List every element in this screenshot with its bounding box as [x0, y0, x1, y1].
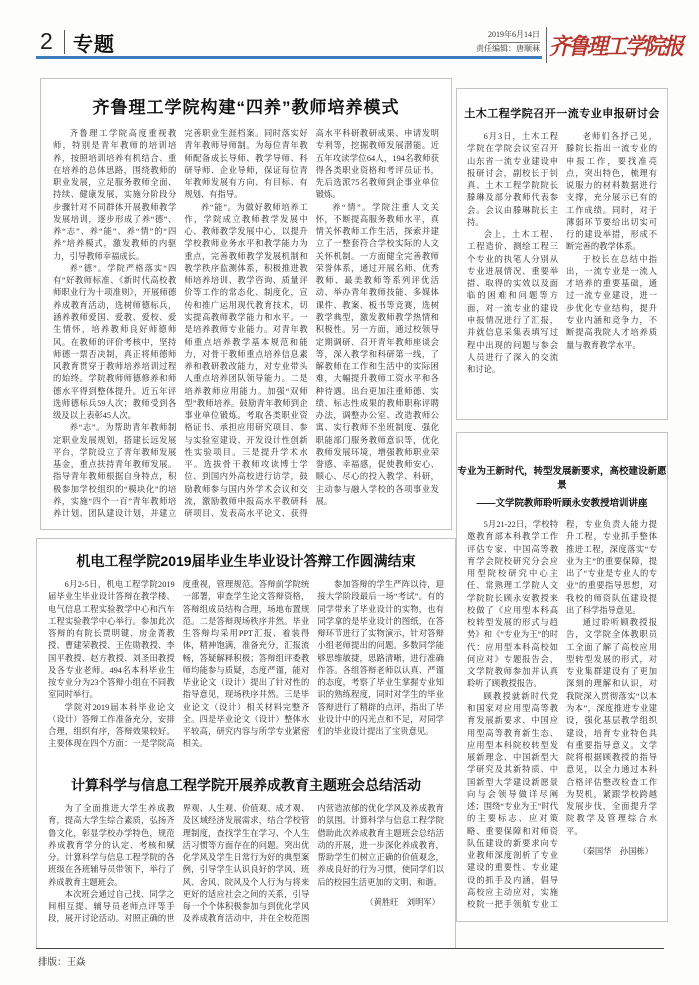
newspaper-masthead: 齐鲁理工学院报 — [549, 33, 682, 60]
article-siyang — [40, 78, 452, 530]
article-paragraph: 本次班会通过自己找、同学之间相互提、辅导员老师点评等手段，展开讨论活动。对照正确的世界观、人生观、价值观、成才观、及区域经济发展需求，结合学校管理制度，查找学生在学习、个人生活习惯等方面存在的问题。突出优化学风及学生日常行为好的典型案例，引导学生认识良好的学风、班风、舍风、院风及个人行为与将来更好的适应社会之间的关系，引导每一个个体积极参加与到优化学风及养成教育活动中，并在全校范围内营造浓郁的优化学风及养成教育的氛围。计算科学与信息工程学院借助此次养成教育主题班会总结活动的开展，进一步深化养成教育，帮助学生们树立正确的价值观念，养成良好的行为习惯，使同学们以后的校园生活更加的文明、和谐。 — [48, 804, 444, 924]
article-paragraph: 为了全面推进大学生养成教育，提高大学生综合素质，弘扬齐鲁文化，彰显学校办学特色，规范养成教育学分的认定、考核和赋分。计算科学与信息工程学院的各班级在各班辅导员带领下，举行了养成教育主题班会。 — [48, 804, 175, 887]
article-paragraph: 齐鲁理工学院高度重视教师，特别是青年教师的培训培养，按照培训培养有机结合、重在培养的总体思路，围绕教师的职业发展，立足服务教师全面、持续、健康发展，实施分阶段分步骤针对不同群体开展教师教学发展培训，逐步形成了养“德”、养“志”、养“能”、养“情”的“四养”培养模式，激发教师的内驱力，引导教师幸福成长。 — [53, 129, 177, 261]
article-paragraph: 养“能”。为做好教师培养工作，学院成立教师教学发展中心、教师教学发展中心，以提升学校教师业务水平和教学能力为重点，完善教师教学发展机制和教学秩序监测体系，积极推进教师培养培训、教学咨询、质量评价等工作的常态化、制度化，宣传和推广运用现代教育技术，切实提高教师教学能力和水平。一是培养教师专业能力。对青年教师重点培养教学基本规范和能力，对骨干教师重点培养信息素养和教研教改能力，对专业带头人重点培养团队领导能力。二是培养教师应用能力。加强“双师型”教师培养。鼓励青年教师到企事业单位锻炼。考取各类职业资格证书、承担应用研究项目、参与实验室建设、开发设计性创新性实验项目。三是提升学术水平。选拔骨干教师攻读博士学位、到国内外高校进行访学，鼓励教师参与国内外学术会议和交流，激励教师申报高水平教研科研项目、发表高水平论文、获得高水平科研教研成果、申请发明专利等，挖掘教师发展潜能。近五年攻读学位64人，194名教师获得各类职业资格和考评员证书，先后选派75名教师到企事业单位锻炼。 — [184, 129, 439, 519]
footer-rule — [36, 948, 664, 949]
masthead-divider — [546, 27, 547, 63]
article-tumu-body — [467, 131, 657, 383]
article-paragraph: 通过聆听顾教授报告，文学院全体教职员工全面了解了高校应用型转型发展的形式，对专业集群建设有了更加深刻的理解和认识，对我院深入贯彻落实“以本为本”，深度推进专业建设，强化基层教学组织建设，培育专业特色具有重要指导意义。文学院将根据顾教授的指导意见，以全力通过本科合格评估整改检查工作为契机，紧跟学校跨越发展步伐，全面提升学院教学及管理综合水平。 — [566, 618, 657, 836]
article-paragraph: 顾教授就新时代党和国家对应用型高等教育发展新要求、中国应用型高等教育新生态、应用型本科院校转型发展新理念、中国新型大学研究及其新特质、中国新型大学建设新愿景向与会领导做详尽阐述；围绕“专业为王”时代的主要标志、应对策略、重要保障和对师资队伍建设的新要求向专业教师深度剖析了专业建设的重要性、专业建设的抓手及内涵，倡导高校应主动应对，实施校院一把手领航专业工程，专业负责人能力提升工程，专业抓手整体推进工程，深度落实“专业为主”的重要保障，提出了“专业是专业人的专业”的重要指导思想，对我校的师资队伍建设提出了科学指导意见。 — [467, 520, 657, 910]
article-siyang-title: 齐鲁理工学院构建“四养”教师培养模式 — [92, 98, 400, 117]
article-paragraph: 养“德”。学院严格落实“四有”好教师标准、《新时代高校教师职业行为十项准则》，开展师德养成教育活动，选树师德标兵，涵养教师爱国、爱教、爱校、爱生情怀，培养教师良好师德师风。在教师的评价考核中，坚持师德一票否决制，真正将师德师风教育贯穿于教师培养培训过程的始终。学院教师师德修养和师德水平得到整体提升。近五年评选师德标兵59人次；教师受到各级及以上表彰45人次。 — [53, 263, 177, 421]
article-siyang-body — [53, 128, 439, 526]
typesetter-credit: 排版：王焱 — [38, 958, 86, 968]
article-paragraph: 5月21-22日，学校特邀教育部本科教学工作评估专家、中国高等教育学会院校研究分会应用型院校研究中心主任、常熟理工学院人文学院院长顾永安教授来校做了《应用型本科高校转型发展的形式与趋势》和《“专业为王”的时代：应用型本科高校如何应对》专题报告会，文学院教师参加并认真聆听了顾教授报告。 — [467, 520, 558, 689]
article-tumu-title: 土木工程学院召开一流专业申报研讨会 — [464, 108, 660, 120]
article-signature: （秦国华 孙国栋） — [578, 846, 653, 856]
article-paragraph: 养“志”。为帮助青年教师制定职业发展规划，搭建长远发展平台，学院设立了青年教师发展基金，重点扶持青年教师发展。指导青年教师根据自身特点，积极参加学校组织的“模块化”的培养，实施“四个一百”青年教师培养计划、团队建设计划，并建立完善职业生涯档案。同时落实好青年教师导师制。为每位青年教师配备成长导师、教学导师、科研导师、企业导师，保证每位青年教师发展有方向、有目标、有规划、有指导。 — [53, 129, 308, 519]
section-title: 专题 — [73, 34, 115, 56]
article-jisuan-body — [48, 803, 444, 935]
editor-credit: 责任编辑：唐顺菻 — [476, 44, 540, 53]
header-blue-rule — [36, 56, 542, 59]
article-jidian-body — [48, 579, 444, 751]
article-wenxueyuan-title-line1: 专业为王新时代，转型发展新要求，高校建设新愿景 — [457, 466, 667, 491]
article-wenxueyuan-title-line2: ——文学院教师聆听顾永安教授培训讲座 — [476, 498, 648, 509]
article-paragraph: 养“情”。学院注重人文关怀，不断提高服务教师水平，真情关怀教师工作生活，探索并建立了一整套符合学校实际的人文关怀机制。一方面健全完善教师荣誉体系，通过开展名师、优秀教师、最美教师等系列评优活动、举办青年教师技能、多媒体课件、教案、板书等竞赛，选树教学典型，激发教师教学热情和积极性。另一方面，通过校领导定期调研、召开青年教师座谈会等，深入教学和科研第一线，了解教师在工作和生活中的实际困难，大幅提升教师工资水平和各种待遇。出台更加注重师德、实绩、标志性成果的教师职称评聘办法，调整办公室、改造教师公寓、实行教师不坐班制度、强化职能部门服务教师意识等，优化教师发展环境，增强教师职业荣誉感、幸福感，促使教师安心、顺心、尽心的投入教学、科研，主动参与融入学校的各项事业发展。 — [315, 202, 439, 506]
bottom-articles-container — [36, 538, 456, 948]
article-signature: （黄胜旺 刘明军） — [365, 897, 440, 907]
article-paragraph: 6月2-5日，机电工程学院2019届毕业生毕业设计答辩在教学楼、电气信息工程实验教学中心和汽车工程实验教学中心举行。参加此次答辩的有院长贾明键、房金菁教授、曹建荣教授、王佐勋教授、李国平教授、赵方教授、刘圣田教授及各专业老师。494名本科毕业生按专业分为23个答辩小组在不同教室同时举行。 — [48, 580, 175, 700]
article-paragraph: 参加答辩的学生严阵以待，迎接大学阶段最后一场“考试”。有的同学带来了毕业设计的实物，也有同学拿的是毕业设计的图纸，在答辩环节进行了实物演示，针对答辩小组老师提出的问题。多数同学能够思维敏捷，思路清晰，进行准确作答。各组答辩老师以认真、严谨的态度，考察了毕业生掌握专业知识的熟练程度，同时对学生的毕业答辩进行了精辟的点评，指出了毕业设计中的闪光点和不足，对同学们的毕业设计提出了宝贵意见。 — [317, 580, 444, 737]
article-tumu — [456, 88, 668, 420]
article-paragraph: 6月3日，土木工程学院在学院会议室召开山东省一流专业建设申报研讨会，副校长于钊真、土木工程学院院长滕琳及部分教师代表参会。会议由滕琳院长主持。 — [467, 132, 558, 227]
publish-date: 2019年6月14日 — [488, 29, 540, 43]
article-wenxueyuan-body — [467, 519, 657, 915]
article-paragraph: 老师们各抒己见，滕院长指出一流专业的申报工作，要找准亮点，突出特色，梳理有说服力的材料数据进行支撑，充分展示已有的工作成绩。同时，对于薄弱环节要给出切实可行的建设举措，形成不断完善的教学体系。 — [566, 132, 657, 252]
article-paragraph: 于校长在总结中指出，一流专业是一流人才培养的重要基础，通过一流专业建设，进一步优化专业结构，提升专业内涵和竞争力，不断提高我院人才培养质量与教育教学水平。 — [566, 254, 657, 350]
page-number: 2 — [40, 28, 53, 54]
article-jisuan-title: 计算科学与信息工程学院开展养成教育主题班会总结活动 — [71, 777, 421, 793]
header-divider-bar — [64, 30, 65, 54]
article-jidian-title: 机电工程学院2019届毕业生毕业设计答辩工作圆满结束 — [76, 553, 416, 569]
article-paragraph: 学院对2019届本科毕业论文（设计）答辩工作准备充分，安排合理，组织有序，答辩效果较好。主要体现在四个方面：一是学院高度重视，管理规范。答辩前学院统一部署，审查学生论文答辩资格，答辩组成员结构合理，场地布置规范。二是答辩现场秩序井然。毕业生答辩均采用PPT汇报、着装得体，精神饱满，准备充分，汇报流畅，答疑解释积极；答辩组评委教师均能参与质疑，态度严谨，能对毕业论文（设计）提出了针对性的指导意见，现场秩序井然。三是毕业论文（设计）相关材料完整齐全。四是毕业论文（设计）整体水平较高，研究内容与所学专业紧密相关。 — [48, 580, 310, 749]
article-paragraph: 会上，土木工程、工程造价、测绘工程三个专业的执笔人分别从专业进展情况、重要举措、取得的实效以及面临的困难和问题等方面，对一流专业的建设申报情况进行了汇报，并就信息采集表填写过程中出现的问题与参会人员进行了深入的交流和讨论。 — [467, 230, 558, 375]
article-wenxueyuan — [456, 432, 668, 922]
header-date-block — [410, 29, 540, 55]
